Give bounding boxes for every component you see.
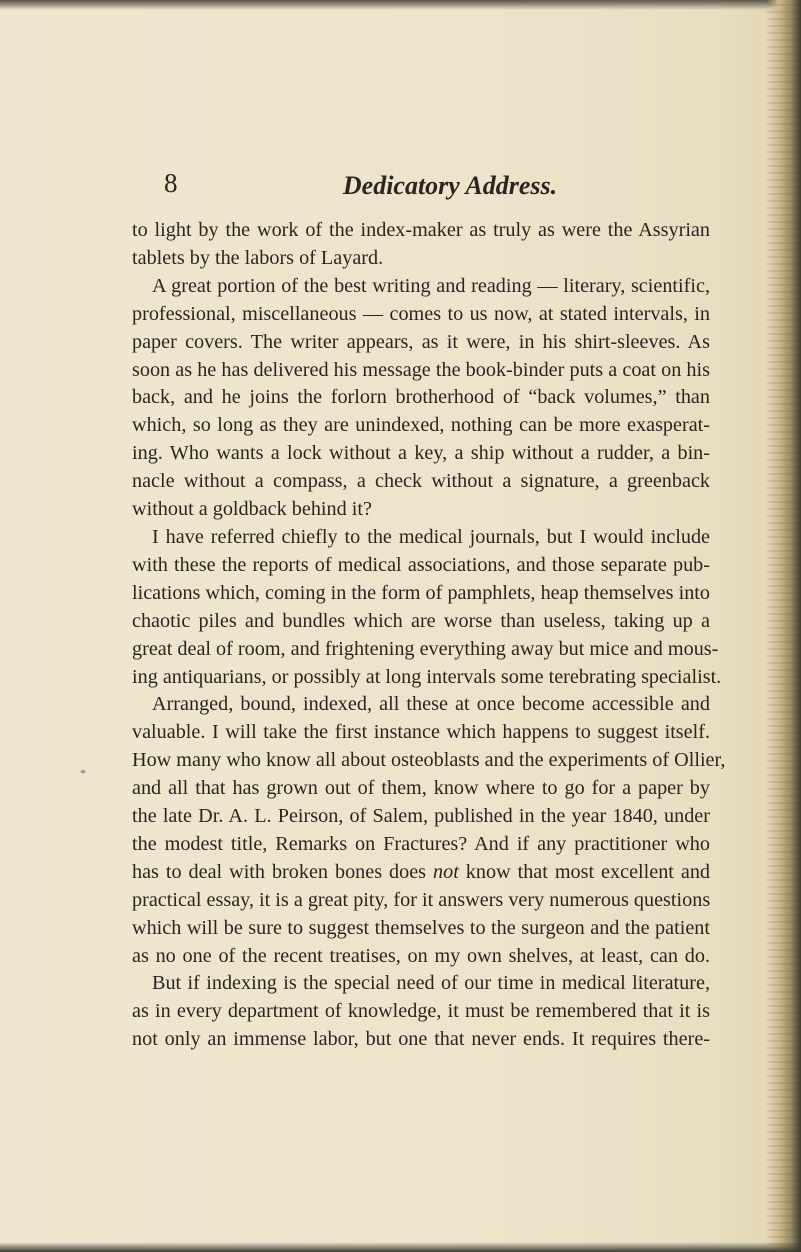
text-line: I have referred chiefly to the medical journals, but I would include bbox=[152, 525, 710, 548]
text-line: to light by the work of the index-maker as truly as were the Assyrian bbox=[132, 219, 710, 241]
text-line: How many who know all about osteoblasts and the experiments of Ollier, bbox=[132, 749, 726, 772]
body-text bbox=[132, 217, 726, 1054]
text-line: which, so long as they are unindexed, nothing can be more exasperat- bbox=[132, 414, 710, 437]
page-top-shadow bbox=[0, 0, 801, 10]
text-line: the modest title, Remarks on Fractures? And if any practitioner who bbox=[132, 832, 710, 855]
text-line: the late Dr. A. L. Peirson, of Salem, published in the year 1840, under bbox=[132, 805, 710, 828]
text-line: lications which, coming in the form of pamphlets, heap themselves into bbox=[132, 581, 710, 604]
text-line: valuable. I will take the first instance which happens to suggest itself. bbox=[132, 721, 710, 744]
text-line: practical essay, it is a great pity, for it answers very numerous questions bbox=[132, 888, 711, 911]
text-line: as no one of the recent treatises, on my own shelves, at least, can do. bbox=[132, 944, 710, 967]
text-line: soon as he has delivered his message the book-binder puts a coat on his bbox=[132, 358, 710, 381]
running-head: Dedicatory Address. bbox=[342, 171, 558, 200]
text-line: great deal of room, and frightening everything away but mice and mous- bbox=[132, 637, 719, 660]
text-line: as in every department of knowledge, it must be remembered that it is bbox=[132, 1000, 710, 1023]
text-line: ing. Who wants a lock without a key, a ship without a rudder, a bin- bbox=[132, 442, 710, 465]
italic-emphasis: not bbox=[433, 860, 459, 883]
text-line: without a goldback behind it? bbox=[132, 498, 372, 521]
text-run: has to deal with broken bones does bbox=[132, 860, 427, 883]
text-line: not only an immense labor, but one that never ends. It requires there- bbox=[132, 1028, 710, 1051]
text-line: chaotic piles and bundles which are worse than useless, taking up a bbox=[132, 609, 710, 632]
text-line: paper covers. The writer appears, as it were, in his shirt-sleeves. As bbox=[132, 330, 710, 353]
text-run: know that most excellent and bbox=[465, 860, 711, 883]
page-bottom-edge bbox=[0, 1242, 801, 1252]
page-number: 8 bbox=[164, 168, 178, 198]
text-line: Arranged, bound, indexed, all these at once become accessible and bbox=[152, 693, 710, 716]
text-line: which will be sure to suggest themselves to the surgeon and the patient bbox=[132, 916, 710, 939]
text-line: and all that has grown out of them, know where to go for a paper by bbox=[132, 777, 710, 800]
text-line: professional, miscellaneous — comes to us now, at stated intervals, in bbox=[132, 302, 710, 325]
text-line: tablets by the labors of Layard. bbox=[132, 246, 384, 269]
text-line: ing antiquarians, or possibly at long intervals some terebrating specialist. bbox=[132, 665, 722, 688]
text-line: A great portion of the best writing and reading — literary, scientific, bbox=[152, 274, 710, 297]
margin-mark: * bbox=[80, 766, 86, 780]
text-line: But if indexing is the special need of our time in medical literature, bbox=[152, 972, 710, 995]
text-line: back, and he joins the forlorn brotherhood of “back volumes,” than bbox=[132, 386, 710, 409]
text-line: nacle without a compass, a check without a signature, a greenback bbox=[132, 470, 710, 493]
text-line: with these the reports of medical associations, and those separate pub- bbox=[132, 553, 710, 576]
text-line bbox=[132, 859, 710, 887]
